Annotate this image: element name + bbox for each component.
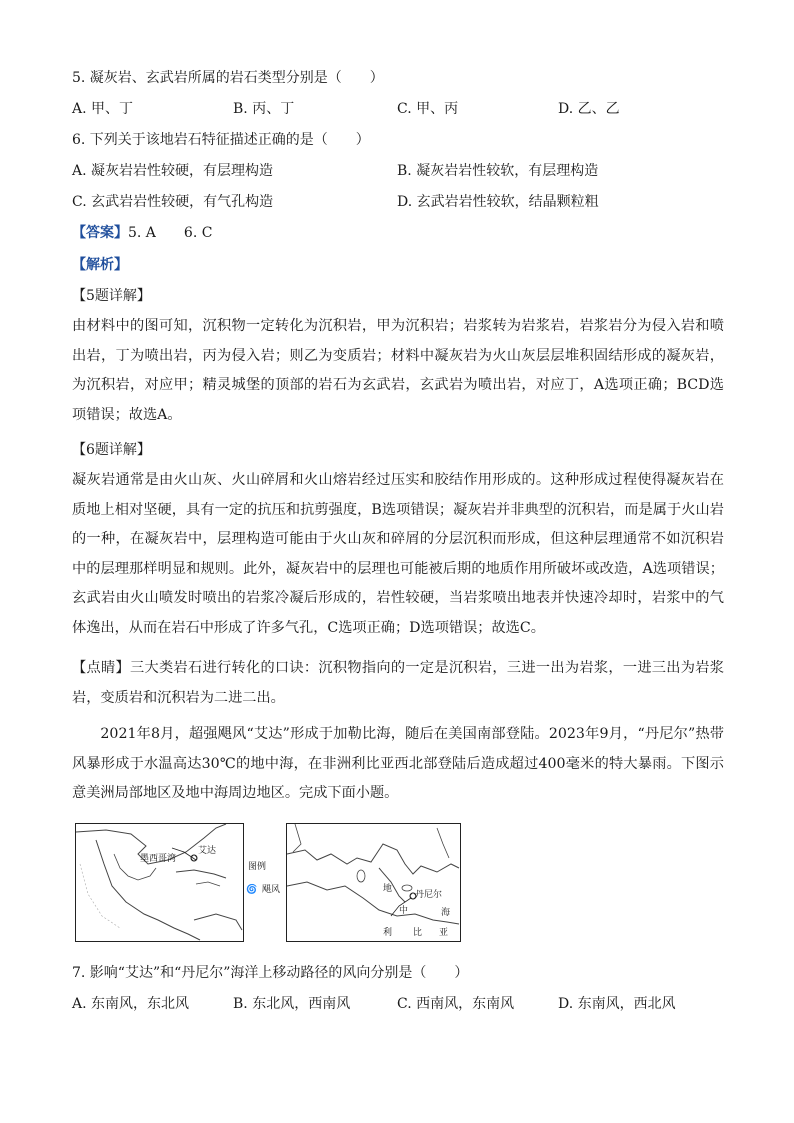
med-label-ya: 亚 [439, 928, 449, 938]
detail5-text: 由材料中的图可知，沉积物一定转化为沉积岩，甲为沉积岩；岩浆转为岩浆岩，岩浆岩分为侵入岩和喷出岩，丁为喷出岩，丙为侵入岩；则乙为变质岩；材料中凝灰岩为火山灰层层堆积固结形成的凝灰岩，为沉积岩，对应甲；精灵城堡的顶部的岩石为玄武岩，玄武岩为喷出岩，对应丁，A选项正确；BCD选项错误；故选A。 [72, 318, 724, 423]
analysis-heading [72, 255, 128, 275]
med-label-li: 利 [383, 928, 393, 938]
q5-option-c: C. 甲、丙 [397, 101, 459, 117]
q6-option-c: C. 玄武岩岩性较硬，有气孔构造 [72, 194, 274, 210]
detail6-heading: 【6题详解】 [72, 442, 151, 458]
q7-option-d: D. 东南风，西北风 [558, 996, 676, 1012]
q7-stem: 7. 影响“艾达”和“丹尼尔”海洋上移动路径的风向分别是（ ） [72, 965, 469, 981]
q6-option-a: A. 凝灰岩岩性较硬，有层理构造 [72, 163, 274, 179]
answer-tag: 【答案】 [72, 225, 128, 241]
answer-line [72, 223, 212, 243]
med-label-bi: 比 [413, 928, 423, 938]
q6-stem: 6. 下列关于该地岩石特征描述正确的是（ ） [72, 132, 370, 148]
med-label-zhong: 中 [399, 906, 409, 916]
map-americas [75, 823, 244, 942]
med-label-hai: 海 [441, 908, 451, 918]
detail5-heading: 【5题详解】 [72, 288, 151, 304]
q7-option-c: C. 西南风，东南风 [397, 996, 515, 1012]
legend-item: 飓风 [262, 885, 281, 895]
q6-option-b: B. 凝灰岩岩性较软，有层理构造 [397, 163, 599, 179]
q6-option-d: D. 玄武岩岩性较软，结晶颗粒粗 [397, 194, 599, 210]
med-label-di: 地 [383, 884, 393, 894]
material-text: 2021年8月，超强飓风“艾达”形成于加勒比海，随后在美国南部登陆。2023年9月，“丹尼尔”热带风暴形成于水温高达30℃的地中海，在非洲利比亚西北部登陆后造成超过400毫米的特大暴雨。下图示意美洲局部地区及地中海周边地区。完成下面小题。 [72, 726, 724, 802]
q5-option-d: D. 乙、乙 [558, 101, 620, 117]
q7-option-b: B. 东北风，西南风 [233, 996, 351, 1012]
map-mediterranean-drawing [287, 824, 460, 941]
answer-text: 5. A 6. C [128, 225, 213, 241]
hurricane-ida-icon [191, 855, 197, 861]
q7-option-a: A. 东南风，东北风 [72, 996, 190, 1012]
map-americas-drawing [76, 824, 243, 941]
daniel-label: 丹尼尔 [415, 890, 443, 900]
legend-hurricane-icon: 🌀 [246, 885, 258, 895]
map-mediterranean [286, 823, 461, 942]
detail6-text: 凝灰岩通常是由火山灰、火山碎屑和火山熔岩经过压实和胶结作用形成的。这种形成过程使得凝灰岩在质地上相对坚硬，具有一定的抗压和抗剪强度，B选项错误；凝灰岩并非典型的沉积岩，而是属于火山岩的一种，在凝灰岩中，层理构造可能由于火山灰和碎屑的分层沉积而形成，但这种层理通常不如沉积岩中的层理那样明显和规则。此外，凝灰岩中的层理也可能被后期的地质作用所破坏或改造，A选项错误；玄武岩由火山喷发时喷出的岩浆冷凝后形成的，岩性较硬，当岩浆喷出地表并快速冷却时，岩浆中的气体逸出，从而在岩石中形成了许多气孔，C选项正确；D选项错误；故选C。 [72, 472, 724, 636]
q5-option-b: B. 丙、丁 [233, 101, 295, 117]
tip-paragraph [72, 654, 724, 713]
analysis-tag: 【解析】 [72, 257, 128, 273]
ida-label: 艾达 [198, 846, 217, 856]
mexico-gulf-label: 墨西哥湾 [140, 854, 177, 864]
tip-heading: 【点睛】 [72, 660, 130, 676]
tip-text: 三大类岩石进行转化的口诀：沉积物指向的一定是沉积岩，三进一出为岩浆，一进三出为岩浆岩，变质岩和沉积岩为二进二出。 [72, 660, 724, 706]
q5-stem: 5. 凝灰岩、玄武岩所属的岩石类型分别是（ ） [72, 70, 384, 86]
q5-option-a: A. 甲、丁 [72, 101, 134, 117]
legend-title: 图例 [248, 862, 267, 872]
